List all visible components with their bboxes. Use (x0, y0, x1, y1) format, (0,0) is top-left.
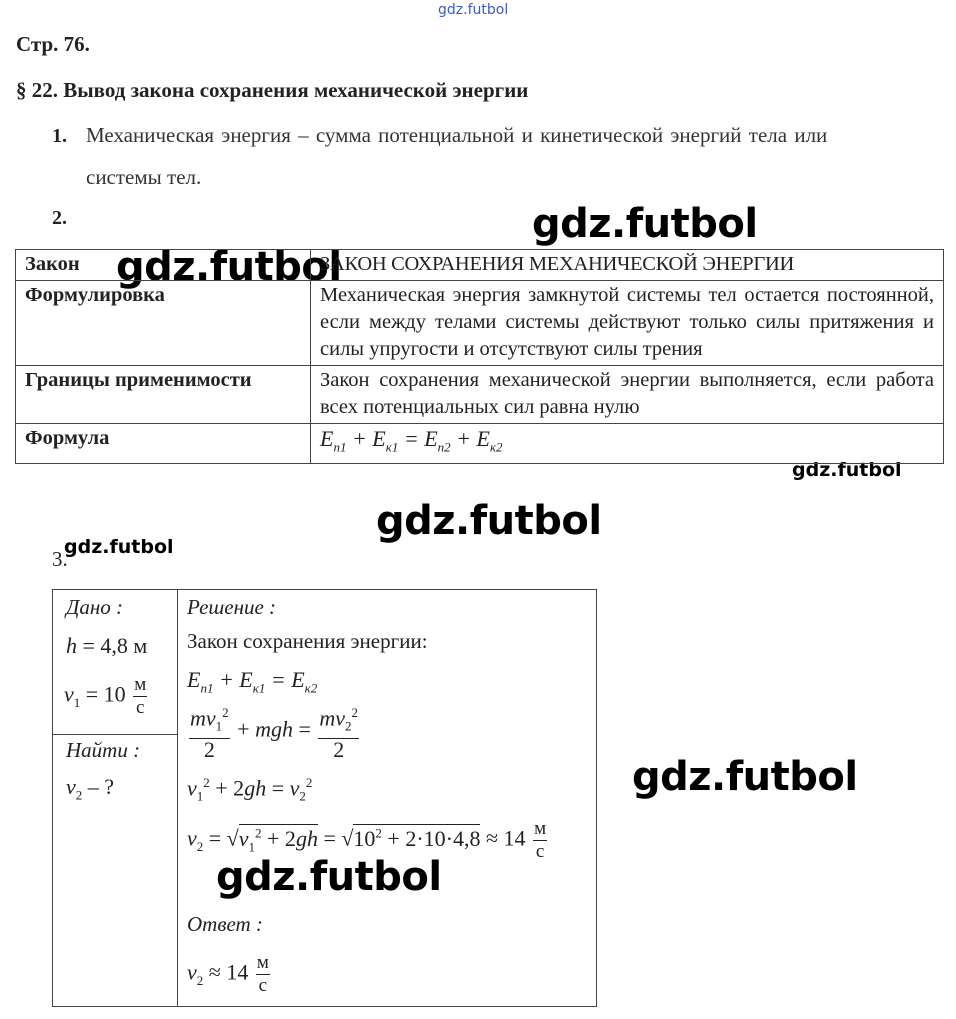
find-v2: $v_2$ – ? (66, 774, 115, 803)
given-h: h = 4,8 м (66, 633, 148, 658)
watermark-top: gdz.futbol (438, 2, 509, 18)
row-value-formula (311, 424, 944, 464)
row-key-formulation: Формулировка (16, 281, 311, 366)
problem-box (52, 589, 597, 1007)
watermark: gdz.futbol (632, 754, 858, 800)
item-3-number: 3. (52, 547, 68, 571)
solution-eq-4: $v_2 = √v_1^2 + 2gh = √10^2 + 2\cdot 10\cdot 4,8 \approx 14$ $\frac{м}{с}$ (187, 818, 547, 862)
given-find-divider (53, 734, 177, 735)
table-row (16, 366, 944, 424)
watermark: gdz.futbol (216, 854, 442, 900)
given-label: Дано : (66, 595, 124, 619)
solution-eq-2: $\frac{mv_1^2}{2}$ + mgh = $\frac{mv_2^2}{2}$ (187, 702, 361, 761)
watermark: gdz.futbol (64, 536, 174, 558)
row-value-formulation: Механическая энергия замкнутой системы тел остается постоянной, если между телами системы действуют только силы притяжения и силы упругости и отсутствуют силы трения (311, 281, 944, 366)
item-2-number: 2. (52, 207, 67, 229)
find-label: Найти : (66, 738, 141, 762)
row-value-law: ЗАКОН СОХРАНЕНИЯ МЕХАНИЧЕСКОЙ ЭНЕРГИИ (311, 250, 944, 281)
law-table (15, 249, 944, 464)
solution-intro: Закон сохранения энергии: (187, 629, 428, 653)
solution-label: Решение : (187, 595, 277, 619)
item-1-number: 1. (52, 125, 67, 147)
row-key-limits: Границы применимости (16, 366, 311, 424)
item-1-text (86, 114, 944, 198)
table-row (16, 281, 944, 366)
row-key-law: Закон (16, 250, 311, 281)
solution-eq-3: $v_1^2 + 2gh = v_2^2$ (187, 775, 313, 804)
page-number-label: Стр. 76. (16, 32, 90, 56)
energy-conservation-formula: $E_{п1} + E_{к1} = E_{п2} + E_{к2}$ (320, 426, 503, 455)
table-row (16, 250, 944, 281)
item-1-line-1: Механическая энергия – сумма потенциальной и кинетической энергий тела или (86, 123, 828, 147)
section-title: § 22. Вывод закона сохранения механической энергии (16, 78, 529, 102)
watermark: gdz.futbol (116, 244, 342, 290)
watermark: gdz.futbol (792, 459, 902, 481)
item-1-line-2: системы тел. (86, 165, 202, 189)
watermark: gdz.futbol (532, 201, 758, 247)
column-divider (177, 590, 178, 1006)
row-value-limits: Закон сохранения механической энергии выполняется, если работа всех потенциальных сил равна нулю (311, 366, 944, 424)
answer-value: $v_2 \approx 14$ $\frac{м}{с}$ (187, 952, 269, 996)
given-v1: $v_1 = 10$ $\frac{м}{с}$ (64, 674, 147, 718)
solution-eq-1: $E_{п1} + E_{к1} = E_{к2}$ (187, 667, 318, 696)
watermark: gdz.futbol (376, 498, 602, 544)
answer-label: Ответ : (187, 912, 263, 936)
table-row (16, 424, 944, 464)
row-key-formula: Формула (16, 424, 311, 464)
